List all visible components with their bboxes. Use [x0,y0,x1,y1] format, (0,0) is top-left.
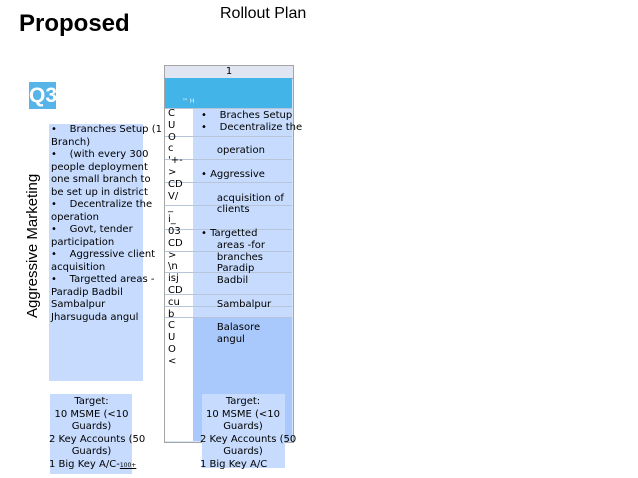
target-line: Target: [74,396,109,407]
table-content-line: Paradip [201,263,255,275]
left-strategy-text [51,124,162,324]
table-code-line: 03 [168,225,181,237]
strategy-line: • (with every 300 [51,149,149,160]
table-code-line: V/ [168,190,179,202]
table-content-line: Badbil [201,275,249,287]
strategy-line: Jharsuguda angul [51,311,139,323]
target-line: 1 Big Key A/C [200,458,268,470]
table-content-line: • Aggressive [201,168,265,180]
strategy-line: people deployment [51,161,148,173]
table-code-line: '+- [168,155,183,167]
table-content-line [201,134,296,146]
target-line: Target: [225,396,261,407]
table-content-line [201,181,296,193]
table-content-line: • Decentralize the [201,121,303,133]
table-content-line: clients [201,204,250,216]
table-content-line: • Targetted [201,227,258,239]
table-code-line: CD [168,237,183,249]
table-code-line: O [168,131,176,143]
target-line: 1 Big Key A/C-100+ [49,458,137,470]
table-code-line: O [168,343,176,355]
table-code-line: \n [168,261,178,273]
table-code-text [168,108,192,368]
table-code-line: c [168,143,174,155]
strategy-line: • Aggressive client [51,249,156,260]
strategy-line: • Govt, tender [51,224,133,235]
strategy-line: acquisition [51,261,106,273]
table-code-line: C [168,320,175,332]
table-code-line: i_ [168,214,176,226]
table-content-line: branches [201,251,264,263]
table-content-line: operation [201,145,265,157]
table-code-line: CD [168,284,183,296]
strategy-line: one small branch to [51,174,151,185]
target-right-text [200,396,297,472]
table-content-line [201,311,296,323]
strategy-line: be set up in district [51,186,148,198]
target-line: Guards) [223,421,263,433]
strategy-line: operation [51,211,100,223]
table-code-line: < [168,355,177,367]
table-code-line: CD [168,178,183,190]
target-suffix: 100+ [119,461,137,469]
slide-subtitle: Rollout Plan [220,5,307,22]
target-line: Guards) [71,421,112,433]
target-line: Guards) [223,446,263,458]
table-content-line [201,157,296,169]
table-code-line: isj [168,273,179,285]
table-content-line [201,216,296,228]
table-content-line [201,287,296,299]
strategy-line: • Branches Setup (1 [51,124,162,135]
table-content-line: areas -for [201,239,265,251]
table-content-line: • Braches Setup [201,110,293,121]
table-code-line: > [168,249,177,261]
table-code-line: cu [168,296,180,308]
table-code-line: C [168,108,175,119]
strategy-line: Paradip Badbil [51,286,123,298]
table-content-line: angul [201,334,245,346]
target-line: 2 Key Accounts (50 [200,433,297,445]
table-code-line: b [168,308,175,320]
table-header: 1 [164,65,294,79]
table-code-line: _ [168,202,173,214]
table-code-line: > [168,166,177,178]
strategy-line: Branch) [51,136,91,148]
table-code-line: U [168,119,176,131]
strategy-line: • Targetted areas - [51,274,155,285]
target-left-text [49,396,146,473]
strategy-line: participation [51,236,115,248]
table-highlight-label: ™ H [182,98,195,105]
target-line: Guards) [71,446,112,458]
strategy-line: • Decentralize the [51,199,153,210]
target-line: 2 Key Accounts (50 [49,433,146,445]
table-content-line: Sambalpur [201,298,272,310]
page-title: Proposed [19,10,130,37]
table-code-line: U [168,332,176,344]
table-content-line: acquisition of [201,192,284,204]
vertical-section-label: Aggressive Marketing [24,173,41,318]
quarter-badge: Q3 [29,84,58,107]
strategy-line: Sambalpur [51,299,106,310]
table-content-line: Balasore [201,322,261,334]
table-content-text [201,110,303,346]
target-line: 10 MSME (<10 [205,408,280,420]
target-line: 10 MSME (<10 [54,408,129,420]
